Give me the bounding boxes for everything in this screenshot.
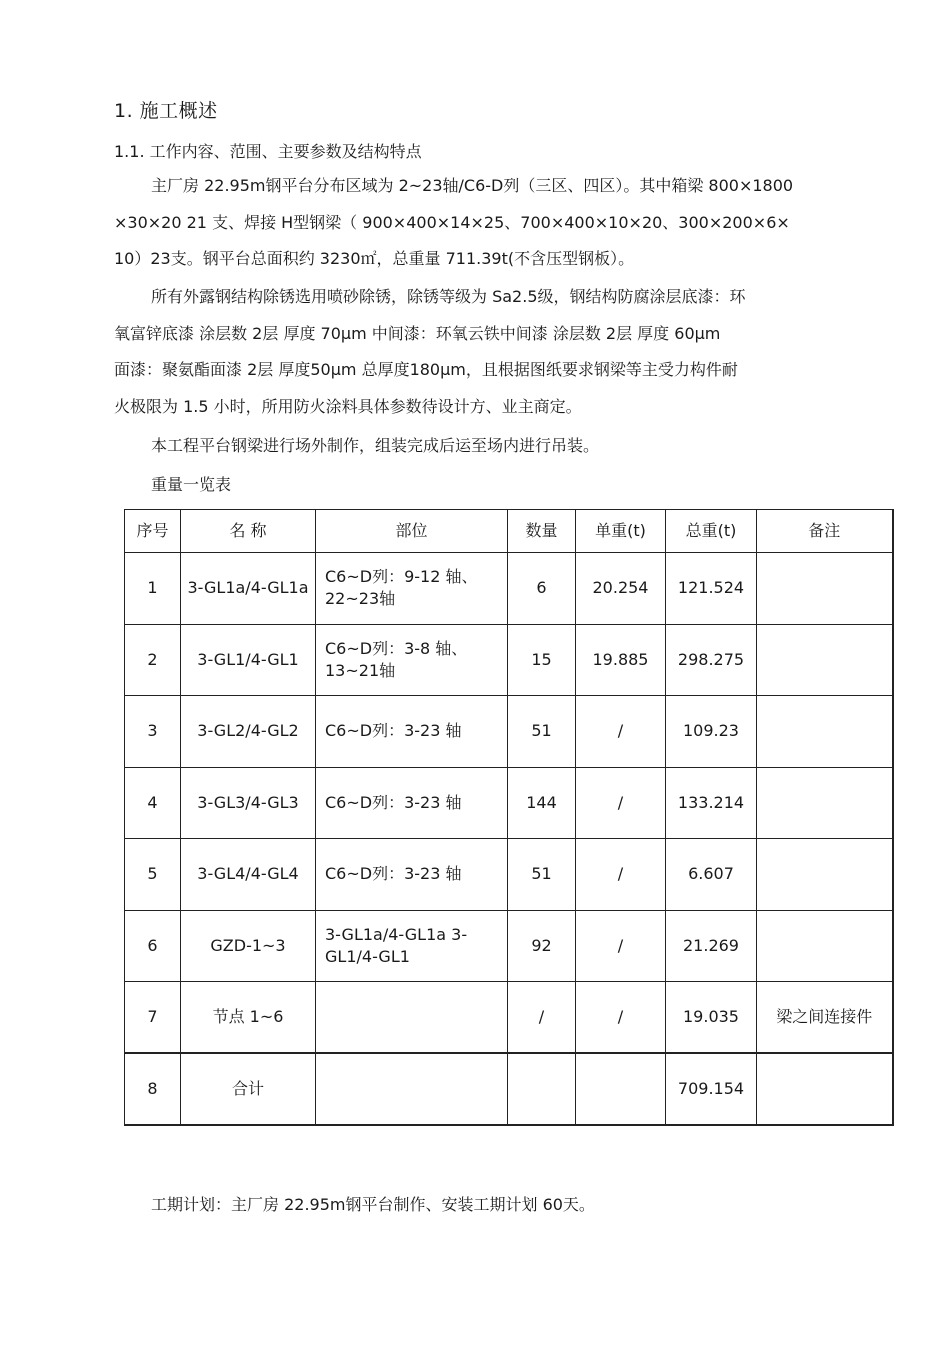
- cell-part: C6~D列：3-23 轴: [316, 767, 508, 839]
- cell-note: [757, 910, 893, 982]
- paragraph-fabrication: [114, 428, 874, 465]
- header-cell: 部位: [316, 510, 508, 553]
- cell-no: 1: [125, 553, 181, 625]
- paragraph-line: ×30×20 21 支、焊接 H型钢梁（ 900×400×14×25、700×400×10×20、300×200×6×: [114, 212, 790, 232]
- cell-qty: [508, 1053, 576, 1125]
- header-cell: 名 称: [181, 510, 316, 553]
- cell-no: 3: [125, 696, 181, 768]
- cell-note: [757, 839, 893, 911]
- cell-qty: 15: [508, 624, 576, 696]
- cell-unit-weight: [576, 1053, 666, 1125]
- cell-qty: 144: [508, 767, 576, 839]
- cell-total-weight: 109.23: [666, 696, 757, 768]
- cell-part: C6~D列：9-12 轴、22~23轴: [316, 553, 508, 625]
- header-cell: 总重(t): [666, 510, 757, 553]
- cell-total-weight: 709.154: [666, 1053, 757, 1125]
- cell-unit-weight: /: [576, 910, 666, 982]
- cell-unit-weight: /: [576, 839, 666, 911]
- header-cell: 序号: [125, 510, 181, 553]
- subsection-title: 1.1. 工作内容、范围、主要参数及结构特点: [114, 142, 422, 161]
- cell-total-weight: 19.035: [666, 982, 757, 1054]
- table-row: [125, 839, 893, 911]
- table-row: [125, 624, 893, 696]
- cell-name: 合计: [181, 1053, 316, 1125]
- table-header-row: [125, 510, 893, 553]
- table-row: [125, 696, 893, 768]
- paragraph-line: 火极限为 1.5 小时，所用防火涂料具体参数待设计方、业主商定。: [114, 397, 582, 417]
- cell-qty: 51: [508, 839, 576, 911]
- cell-part: C6~D列：3-23 轴: [316, 839, 508, 911]
- table-row: [125, 982, 893, 1054]
- cell-no: 2: [125, 624, 181, 696]
- paragraph-line: 本工程平台钢梁进行场外制作，组装完成后运至场内进行吊装。: [151, 436, 600, 455]
- table-caption: 重量一览表: [151, 475, 232, 494]
- cell-total-weight: 6.607: [666, 839, 757, 911]
- paragraph-line: 主厂房 22.95m钢平台分布区域为 2~23轴/C6-D列（三区、四区）。其中箱梁 800×1800: [151, 176, 794, 195]
- cell-total-weight: 21.269: [666, 910, 757, 982]
- cell-note: [757, 696, 893, 768]
- table-row: [125, 553, 893, 625]
- cell-no: 8: [125, 1053, 181, 1125]
- cell-note: [757, 1053, 893, 1125]
- cell-total-weight: 133.214: [666, 767, 757, 839]
- cell-qty: 92: [508, 910, 576, 982]
- cell-name: 3-GL4/4-GL4: [181, 839, 316, 911]
- cell-name: 3-GL3/4-GL3: [181, 767, 316, 839]
- cell-qty: /: [508, 982, 576, 1054]
- header-cell: 单重(t): [576, 510, 666, 553]
- cell-name: 3-GL1/4-GL1: [181, 624, 316, 696]
- paragraph-line: 所有外露钢结构除锈选用喷砂除锈，除锈等级为 Sa2.5级，钢结构防腐涂层底漆：环: [151, 287, 746, 306]
- cell-no: 4: [125, 767, 181, 839]
- cell-note: [757, 624, 893, 696]
- cell-qty: 51: [508, 696, 576, 768]
- section-title: 1. 施工概述: [114, 100, 218, 122]
- table-row: [125, 767, 893, 839]
- paragraph-coating: [114, 279, 874, 426]
- cell-no: 7: [125, 982, 181, 1054]
- schedule-text: 工期计划：主厂房 22.95m钢平台制作、安装工期计划 60天。: [151, 1195, 595, 1214]
- weight-table: [124, 509, 894, 1126]
- cell-no: 5: [125, 839, 181, 911]
- cell-name: GZD-1~3: [181, 910, 316, 982]
- paragraph-line: 面漆：聚氨酯面漆 2层 厚度50μm 总厚度180μm，且根据图纸要求钢梁等主受力构件耐: [114, 360, 738, 380]
- cell-part: C6~D列：3-23 轴: [316, 696, 508, 768]
- cell-name: 3-GL1a/4-GL1a: [181, 553, 316, 625]
- cell-note: [757, 553, 893, 625]
- cell-qty: 6: [508, 553, 576, 625]
- paragraph-line: 氧富锌底漆 涂层数 2层 厚度 70μm 中间漆：环氧云铁中间漆 涂层数 2层 厚度 60μm: [114, 323, 721, 343]
- cell-no: 6: [125, 910, 181, 982]
- cell-part: C6~D列：3-8 轴、13~21轴: [316, 624, 508, 696]
- cell-unit-weight: /: [576, 696, 666, 768]
- header-cell: 数量: [508, 510, 576, 553]
- cell-unit-weight: 20.254: [576, 553, 666, 625]
- cell-part: 3-GL1a/4-GL1a 3-GL1/4-GL1: [316, 910, 508, 982]
- header-cell: 备注: [757, 510, 893, 553]
- paragraph-line: 10）23支。钢平台总面积约 3230㎡，总重量 711.39t(不含压型钢板）。: [114, 249, 635, 269]
- cell-note: [757, 767, 893, 839]
- cell-part: [316, 982, 508, 1054]
- cell-unit-weight: /: [576, 767, 666, 839]
- table-row: [125, 910, 893, 982]
- cell-note: 梁之间连接件: [757, 982, 893, 1054]
- cell-unit-weight: /: [576, 982, 666, 1054]
- table-total-row: [125, 1053, 893, 1125]
- cell-total-weight: 298.275: [666, 624, 757, 696]
- cell-name: 节点 1~6: [181, 982, 316, 1054]
- cell-unit-weight: 19.885: [576, 624, 666, 696]
- cell-total-weight: 121.524: [666, 553, 757, 625]
- cell-name: 3-GL2/4-GL2: [181, 696, 316, 768]
- paragraph-overview: [114, 168, 874, 278]
- cell-part: [316, 1053, 508, 1125]
